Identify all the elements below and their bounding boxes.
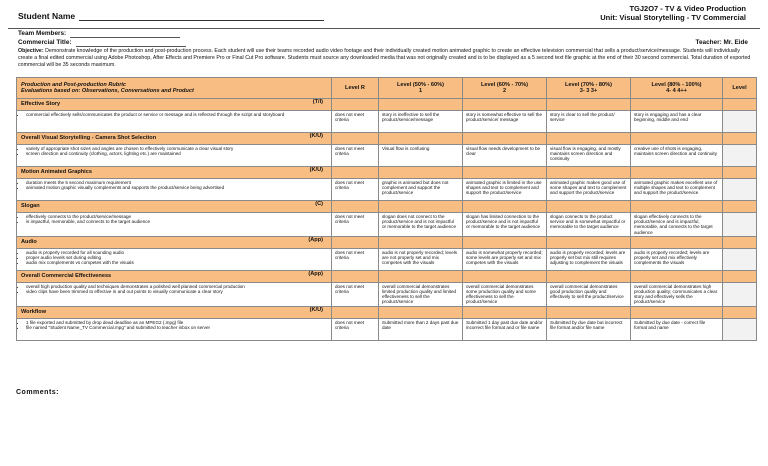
criteria-item: • video clips have been trimmed to effective in and out points to visually communicate a clear story — [26, 289, 328, 294]
section-header-blank — [547, 133, 631, 145]
section-strand: (K/U) — [309, 306, 323, 313]
level-score-cell[interactable] — [723, 145, 757, 167]
level-descriptor-cell: overall commercial demonstrates limited production quality and limited effectiveness to sell the product/service — [379, 282, 463, 306]
level-descriptor-cell: story is ineffective to sell the product/service/message — [379, 111, 463, 133]
level-descriptor-cell: does not meet criteria — [332, 318, 379, 340]
level-score-cell[interactable] — [723, 179, 757, 201]
section-header-blank — [379, 236, 463, 248]
section-strand: (App) — [308, 236, 323, 243]
criteria-item: • screen direction and continuity (clothing, actors, lighting etc.) are maintained — [26, 151, 328, 156]
section-header-blank — [631, 306, 723, 318]
level-3-header: Level (70% - 80%) 3- 3 3+ — [547, 78, 631, 99]
criteria-item: • audio mix complements vs competes with the visuals — [26, 260, 328, 265]
objective-paragraph: Objective: Demonstrate knowledge of the production and post-production process. Each student will use their teams recorded audio video footage and their individually created motion animated graphic to create an effective television commercial that sells a product/service/message. Students will individually create a final edited commercial using Adobe Photoshop, After Effects and Premiere Pro or Final Cut Pro software. Students must source any downloaded media that was not originally created and is to be displayed as a 5 second text file graphic at the end of their 30 second commercial. Total duration of exported commercial will be 35 seconds maximum. — [18, 48, 751, 68]
level-descriptor-cell: does not meet criteria — [332, 111, 379, 133]
comments-label: Comments: — [16, 389, 60, 396]
criteria-cell — [17, 145, 332, 167]
course-info — [600, 4, 746, 22]
level-4-header: Level (80% - 100%) 4- 4 4++ — [631, 78, 723, 99]
section-header-blank — [332, 133, 379, 145]
level-descriptor-cell: Submitted 1 day past due date and/or incorrect file format and or file name — [463, 318, 547, 340]
section-header-blank — [463, 201, 547, 213]
section-title: Overall Visual Storytelling - Camera Shot Selection (K/U) — [17, 133, 332, 145]
section-header-blank — [332, 236, 379, 248]
section-title: Effective Story (T/I) — [17, 99, 332, 111]
section-header-row — [17, 201, 757, 213]
section-header-blank — [332, 270, 379, 282]
section-header-row — [17, 270, 757, 282]
section-header-blank — [723, 306, 757, 318]
section-header-row — [17, 306, 757, 318]
level-descriptor-cell: graphic is animated but does not complement and support the product/service — [379, 179, 463, 201]
level-column-header: Level — [723, 78, 757, 99]
section-header-blank — [379, 270, 463, 282]
level-descriptor-cell: does not meet criteria — [332, 145, 379, 167]
section-header-blank — [547, 99, 631, 111]
criteria-list — [20, 250, 328, 266]
section-header-blank — [631, 270, 723, 282]
criteria-cell — [17, 282, 332, 306]
criteria-cell — [17, 111, 332, 133]
rubric-table — [16, 77, 757, 341]
unit-line: Unit: Visual Storytelling - TV Commercial — [600, 13, 746, 22]
section-header-blank — [379, 99, 463, 111]
section-title: Motion Animated Graphics (K/U) — [17, 167, 332, 179]
section-header-blank — [463, 306, 547, 318]
criteria-item: • 1 file exported and submitted by drop dead deadline as an MPEG2 (.mpg) file — [26, 320, 328, 325]
section-header-blank — [463, 270, 547, 282]
level-descriptor-cell: slogan connects to the product service and is somewhat impactful or memorable to the target audience — [547, 213, 631, 237]
table-row — [17, 145, 757, 167]
criteria-list — [20, 112, 328, 117]
level-score-cell[interactable] — [723, 111, 757, 133]
criteria-item: • variety of appropriate shot sizes and angles are chosen to effectively communicate a clear visual story — [26, 146, 328, 151]
section-header-blank — [631, 236, 723, 248]
criteria-item: • audio is properly recorded for all sounding audio — [26, 250, 328, 255]
section-header-blank — [463, 167, 547, 179]
level-descriptor-cell: overall commercial demonstrates some production quality and some effectiveness to sell the product/service — [463, 282, 547, 306]
section-header-blank — [547, 201, 631, 213]
rubric-body — [17, 99, 757, 341]
section-header-blank — [631, 201, 723, 213]
table-row — [17, 282, 757, 306]
level-descriptor-cell: overall commercial demonstrates high production quality; communicates a clear story and effectively sells the product/service — [631, 282, 723, 306]
criteria-item: • duration meets the 5 second maximum requirement — [26, 180, 328, 185]
section-strand: (C) — [315, 201, 323, 207]
section-header-row — [17, 167, 757, 179]
commercial-title-line — [76, 40, 186, 47]
section-header-blank — [723, 270, 757, 282]
level-descriptor-cell: audio is not properly recorded; levels are not properly set and mix competes with the visuals — [379, 248, 463, 270]
level-descriptor-cell: animated graphic makes good use of some shapes and text to complement and support the product/service — [547, 179, 631, 201]
section-header-blank — [463, 133, 547, 145]
level-1-header: Level (50% - 60%) 1 — [379, 78, 463, 99]
section-strand: (App) — [308, 270, 323, 277]
level-descriptor-cell: slogan has limited connection to the product/service and is not impactful or memorable to the target audience — [463, 213, 547, 237]
level-descriptor-cell: Submitted by due date but incorrect file format and/or file name — [547, 318, 631, 340]
section-header-blank — [723, 201, 757, 213]
criteria-item: • commercial effectively sells/communicates the product or service or message and is reflected through the script and storyboard — [26, 112, 328, 117]
section-header-row — [17, 133, 757, 145]
team-members-line — [70, 31, 180, 38]
meta-block — [8, 28, 760, 47]
team-members-row: Team Members: — [8, 29, 760, 38]
section-header-blank — [463, 236, 547, 248]
section-title: Slogan (C) — [17, 201, 332, 213]
level-descriptor-cell: story is somewhat effective to sell the product/service/ message — [463, 111, 547, 133]
section-header-blank — [547, 270, 631, 282]
criteria-list — [20, 320, 328, 330]
level-descriptor-cell: Submitted more than 2 days past due date — [379, 318, 463, 340]
level-descriptor-cell: does not meet criteria — [332, 248, 379, 270]
criteria-list — [20, 214, 328, 224]
level-descriptor-cell: animated graphic is limited in the use shapes and text to complement and support the product/service — [463, 179, 547, 201]
level-score-cell[interactable] — [723, 213, 757, 237]
section-header-blank — [463, 99, 547, 111]
section-strand: (T/I) — [312, 99, 323, 105]
section-strand: (K/U) — [309, 167, 323, 173]
level-descriptor-cell: audio is somewhat properly recorded; some levels are properly set and mix competes with the visuals — [463, 248, 547, 270]
criteria-item: • file named "Student Name_TV Commercial.mpg" and submitted to teacher inbox on server — [26, 325, 328, 330]
level-r-header: Level R — [332, 78, 379, 99]
criteria-cell — [17, 213, 332, 237]
level-descriptor-cell: overall commercial demonstrates good production quality and effectively to sell the product/service — [547, 282, 631, 306]
level-descriptor-cell: slogan effectively connects to the product/service and is impactful, memorable, and connects to the target audience — [631, 213, 723, 237]
level-descriptor-cell: animated graphic makes excellent use of multiple shapes and text to complement and support the product/service — [631, 179, 723, 201]
level-descriptor-cell: story is engaging and has a clear beginning, middle and end — [631, 111, 723, 133]
criteria-item: • is impactful, memorable, and connects to the target audience — [26, 219, 328, 224]
commercial-title-row: Commercial Title: Teacher: Mr. Eide — [18, 39, 748, 46]
level-descriptor-cell: does not meet criteria — [332, 213, 379, 237]
level-descriptor-cell: creative use of shots is engaging, maintains screen direction and continuity — [631, 145, 723, 167]
criteria-item: • overall high production quality and techniques demonstrates a polished well planned commercial production — [26, 284, 328, 289]
level-descriptor-cell: story is clear to sell the product/ service — [547, 111, 631, 133]
criteria-item: • proper audio levels set during editing — [26, 255, 328, 260]
section-header-blank — [723, 236, 757, 248]
section-header-blank — [631, 99, 723, 111]
table-header-row — [17, 78, 757, 99]
student-name-field: Student Name — [18, 11, 324, 21]
section-header-blank — [379, 167, 463, 179]
section-header-blank — [547, 306, 631, 318]
criteria-list — [20, 284, 328, 294]
section-header-row — [17, 99, 757, 111]
level-2-header: Level (60% - 70%) 2 — [463, 78, 547, 99]
criteria-item: • animated motion graphic visually complements and supports the product/service being advertised — [26, 185, 328, 190]
criteria-item: • effectively connects to the product/service/message — [26, 214, 328, 219]
section-header-blank — [379, 133, 463, 145]
section-header-blank — [332, 201, 379, 213]
section-header-blank — [631, 167, 723, 179]
course-code-line: TGJ2O7 - TV & Video Production — [629, 4, 746, 13]
criteria-cell — [17, 248, 332, 270]
section-title: Overall Commercial Effectiveness (App) — [17, 270, 332, 282]
section-header-blank — [379, 306, 463, 318]
category-header: Production and Post-production Rubric Evaluations based on: Observations, Conversations and Product — [17, 78, 332, 99]
level-score-cell[interactable] — [723, 318, 757, 340]
section-header-blank — [332, 167, 379, 179]
section-header-row — [17, 236, 757, 248]
level-descriptor-cell: visual flow is engaging, and mostly maintains screen direction and continuity — [547, 145, 631, 167]
section-header-blank — [547, 236, 631, 248]
criteria-list — [20, 146, 328, 156]
criteria-list — [20, 180, 328, 190]
level-descriptor-cell: slogan does not connect to the product/service and is not impactful or memorable to the target audience — [379, 213, 463, 237]
section-title: Workflow (K/U) — [17, 306, 332, 318]
level-descriptor-cell: Submitted by due date - correct file format and name — [631, 318, 723, 340]
level-descriptor-cell: does not meet criteria — [332, 282, 379, 306]
section-header-blank — [547, 167, 631, 179]
table-row — [17, 318, 757, 340]
section-strand: (K/U) — [309, 133, 323, 139]
section-title: Audio (App) — [17, 236, 332, 248]
section-header-blank — [332, 306, 379, 318]
section-header-blank — [723, 133, 757, 145]
level-score-cell[interactable] — [723, 248, 757, 270]
level-descriptor-cell: does not meet criteria — [332, 179, 379, 201]
section-header-blank — [379, 201, 463, 213]
level-score-cell[interactable] — [723, 282, 757, 306]
table-row — [17, 248, 757, 270]
table-row — [17, 213, 757, 237]
level-descriptor-cell: visual flow needs development to be clear — [463, 145, 547, 167]
table-row — [17, 111, 757, 133]
criteria-cell — [17, 318, 332, 340]
level-descriptor-cell: audio is properly recorded; levels are properly set and mix effectively complements the visuals — [631, 248, 723, 270]
level-descriptor-cell: Visual flow is confusing — [379, 145, 463, 167]
section-header-blank — [723, 99, 757, 111]
section-header-blank — [332, 99, 379, 111]
document-header — [8, 0, 760, 26]
level-descriptor-cell: audio is properly recorded; levels are properly set but mix still requires adjusting to complement the visuals — [547, 248, 631, 270]
table-row — [17, 179, 757, 201]
student-name-line — [79, 12, 324, 21]
section-header-blank — [723, 167, 757, 179]
section-header-blank — [631, 133, 723, 145]
criteria-cell — [17, 179, 332, 201]
teacher-name: Teacher: Mr. Eide — [695, 39, 748, 46]
